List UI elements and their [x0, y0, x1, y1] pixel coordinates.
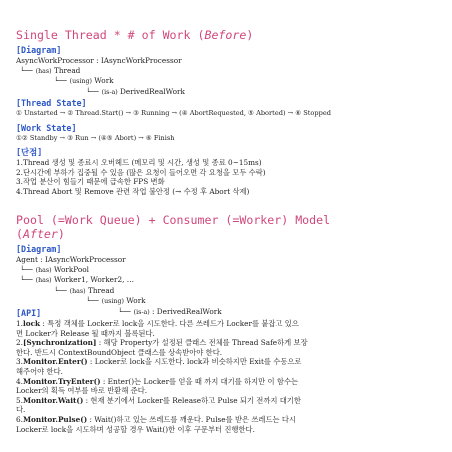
- tree-branch-icon: └──: [86, 297, 99, 306]
- api-desc: Locker로 lock을 시도한다. lock과 비슷하지만 Exit를 수동으로: [94, 357, 302, 367]
- tree-branch-icon: └──: [54, 77, 67, 86]
- api-name: [Synchronization]: [22, 338, 97, 348]
- relation-label: (has): [35, 266, 52, 274]
- before-diagram-line2: [16, 66, 440, 77]
- api-heading: [API]: [16, 308, 42, 318]
- api-item: 3.Monitor.Enter() : Locker로 lock을 시도한다. lock과 비슷하지만 Exit를 수동으로 해주어야 한다.: [16, 357, 440, 376]
- relation-label: (is-a): [133, 308, 150, 316]
- api-desc-cont: 다.: [16, 405, 26, 415]
- before-diagram-section: [16, 45, 440, 97]
- tree-branch-icon: └──: [20, 66, 33, 75]
- cons-item: 2.단시간에 부하가 집중될 수 있음 (많은 요청이 들어오면 각 요청을 모두 수락): [16, 167, 266, 177]
- api-desc-cont: 한다. 반드시 ContextBoundObject 클래스를 상속받아야 한다.: [16, 347, 223, 357]
- api-name: Monitor.TryEnter(): [22, 376, 101, 386]
- work-state-section: [16, 123, 440, 144]
- before-diagram-line1: AsyncWorkProcessor : IAsyncWorkProcessor: [16, 56, 182, 65]
- after-diagram-line4: [16, 286, 440, 297]
- relation-label: (is-a): [101, 88, 118, 96]
- api-item: 4.Monitor.TryEnter() : Enter()는 Locker를 얻을 때 까지 대기를 하지만 이 함수는 Locker의 획득 여부를 바로 반환해 준다.: [16, 377, 440, 396]
- tree-branch-icon: └──: [86, 87, 99, 96]
- relation-target: Thread: [53, 65, 81, 75]
- api-desc: Wait()하고 있는 쓰레드를 깨운다. Pulse를 받은 쓰레드는 다시: [94, 414, 296, 424]
- cons-item: 1.Thread 생성 및 종료시 오버헤드 (메모리 및 시간, 생성 및 종료 0~15ms): [16, 158, 262, 167]
- api-desc-cont: Locker로 lock을 시도하며 성공할 경우 Wait()한 이후 구문부터 진행한다.: [16, 424, 255, 434]
- after-diagram-line1: Agent : IAsyncWorkProcessor: [16, 255, 126, 264]
- relation-label: (has): [35, 277, 52, 285]
- after-diagram-line5: [16, 296, 440, 307]
- api-item: 5.Monitor.Wait() : 현재 분기에서 Locker를 Release하고 Pulse 되기 전까지 대기한 다.: [16, 396, 440, 415]
- cons-heading: [단점]: [16, 147, 43, 157]
- before-diagram-line4: [16, 87, 440, 98]
- cons-section: [16, 147, 440, 196]
- thread-state-section: [16, 98, 440, 119]
- after-diagram-line3: [16, 275, 440, 286]
- relation-label: (using): [69, 78, 92, 86]
- api-desc-cont: 해주어야 한다.: [16, 366, 63, 376]
- relation-target: Thread: [87, 285, 115, 295]
- relation-label: (has): [35, 67, 52, 75]
- relation-label: (has): [69, 287, 86, 295]
- before-title: [16, 28, 253, 42]
- api-item: 6.Monitor.Pulse() : Wait()하고 있는 쓰레드를 깨운다. Pulse를 받은 쓰레드는 다시 Locker로 lock을 시도하며 성공할 경우 Wait()한 이후 구문부터 진행한다.: [16, 415, 440, 434]
- api-name: lock: [22, 319, 41, 328]
- after-diagram-line2: [16, 265, 440, 276]
- api-section: [16, 308, 440, 434]
- before-title-main: Single Thread * # of Work (: [16, 28, 205, 42]
- relation-target: Work: [126, 296, 146, 306]
- relation-target: : DerivedRealWork: [152, 306, 222, 316]
- api-desc: 특정 객체를 Locker로 lock을 시도한다. 다른 쓰레드가 Locker를 붙잡고 있으: [47, 319, 299, 328]
- relation-target: DerivedRealWork: [120, 86, 185, 96]
- relation-target: Work: [94, 76, 114, 86]
- after-title: [16, 213, 440, 241]
- api-item: 1.lock : 특정 객체를 Locker로 lock을 시도한다. 다른 쓰레드가 Locker를 붙잡고 있으 면 Locker가 Release 될 때까지 블록된다.: [16, 319, 440, 338]
- api-item: 2.[Synchronization] : 해당 Property가 설정된 클래스 전체를 Thread Safe하게 보장 한다. 반드시 ContextBoundObject 클래스를 상속받아야 한다.: [16, 338, 440, 357]
- api-desc-cont: 면 Locker가 Release 될 때까지 블록된다.: [16, 328, 155, 338]
- cons-item: 3.작업 분산이 힘들기 때문에 급속한 FPS 변화: [16, 177, 165, 187]
- relation-target: Worker1, Worker2, …: [53, 275, 135, 285]
- api-desc: Enter()는 Locker를 얻을 때 까지 대기를 하지만 이 함수는: [107, 376, 299, 386]
- before-diagram-line3: [16, 76, 440, 87]
- api-name: Monitor.Wait(): [22, 395, 84, 405]
- work-state-heading: [Work State]: [16, 123, 77, 133]
- cons-item: 4.Thread Abort 및 Remove 관련 작업 불안정 (→ 수정 후 Abort 삭제): [16, 186, 250, 196]
- before-title-em: Before: [204, 28, 247, 42]
- api-desc-cont: Locker의 획득 여부를 바로 반환해 준다.: [16, 386, 148, 396]
- tree-branch-icon: └──: [20, 265, 33, 274]
- relation-label: (using): [101, 298, 124, 306]
- after-diagram-heading: [Diagram]: [16, 244, 62, 254]
- api-name: Monitor.Enter(): [22, 357, 88, 367]
- before-diagram-heading: [Diagram]: [16, 45, 62, 55]
- thread-state-heading: [Thread State]: [16, 98, 87, 108]
- after-diagram-section: [16, 244, 440, 318]
- api-name: Monitor.Pulse(): [22, 414, 88, 424]
- api-desc: 현재 분기에서 Locker를 Release하고 Pulse 되기 전까지 대기한: [90, 395, 301, 405]
- tree-branch-icon: └──: [20, 276, 33, 285]
- after-title-em: After: [22, 227, 58, 241]
- api-desc: 해당 Property가 설정된 클래스 전체를 Thread Safe하게 보장: [103, 338, 308, 348]
- after-title-line1: Pool (=Work Queue) + Consumer (=Worker) Model: [16, 213, 331, 227]
- thread-state-line: ① Unstarted → ② Thread.Start() → ③ Running → (④ AbortRequested, ⑤ Aborted) → ⑥ Stopped: [16, 109, 331, 117]
- relation-target: WorkPool: [53, 264, 89, 274]
- before-title-close: ): [246, 28, 254, 42]
- after-title-line2: (After): [16, 227, 65, 241]
- tree-branch-icon: └──: [118, 307, 131, 316]
- work-state-line: ①② Standby → ③ Run → (④⑤ Abort) → ⑥ Finish: [16, 134, 175, 142]
- tree-branch-icon: └──: [54, 286, 67, 295]
